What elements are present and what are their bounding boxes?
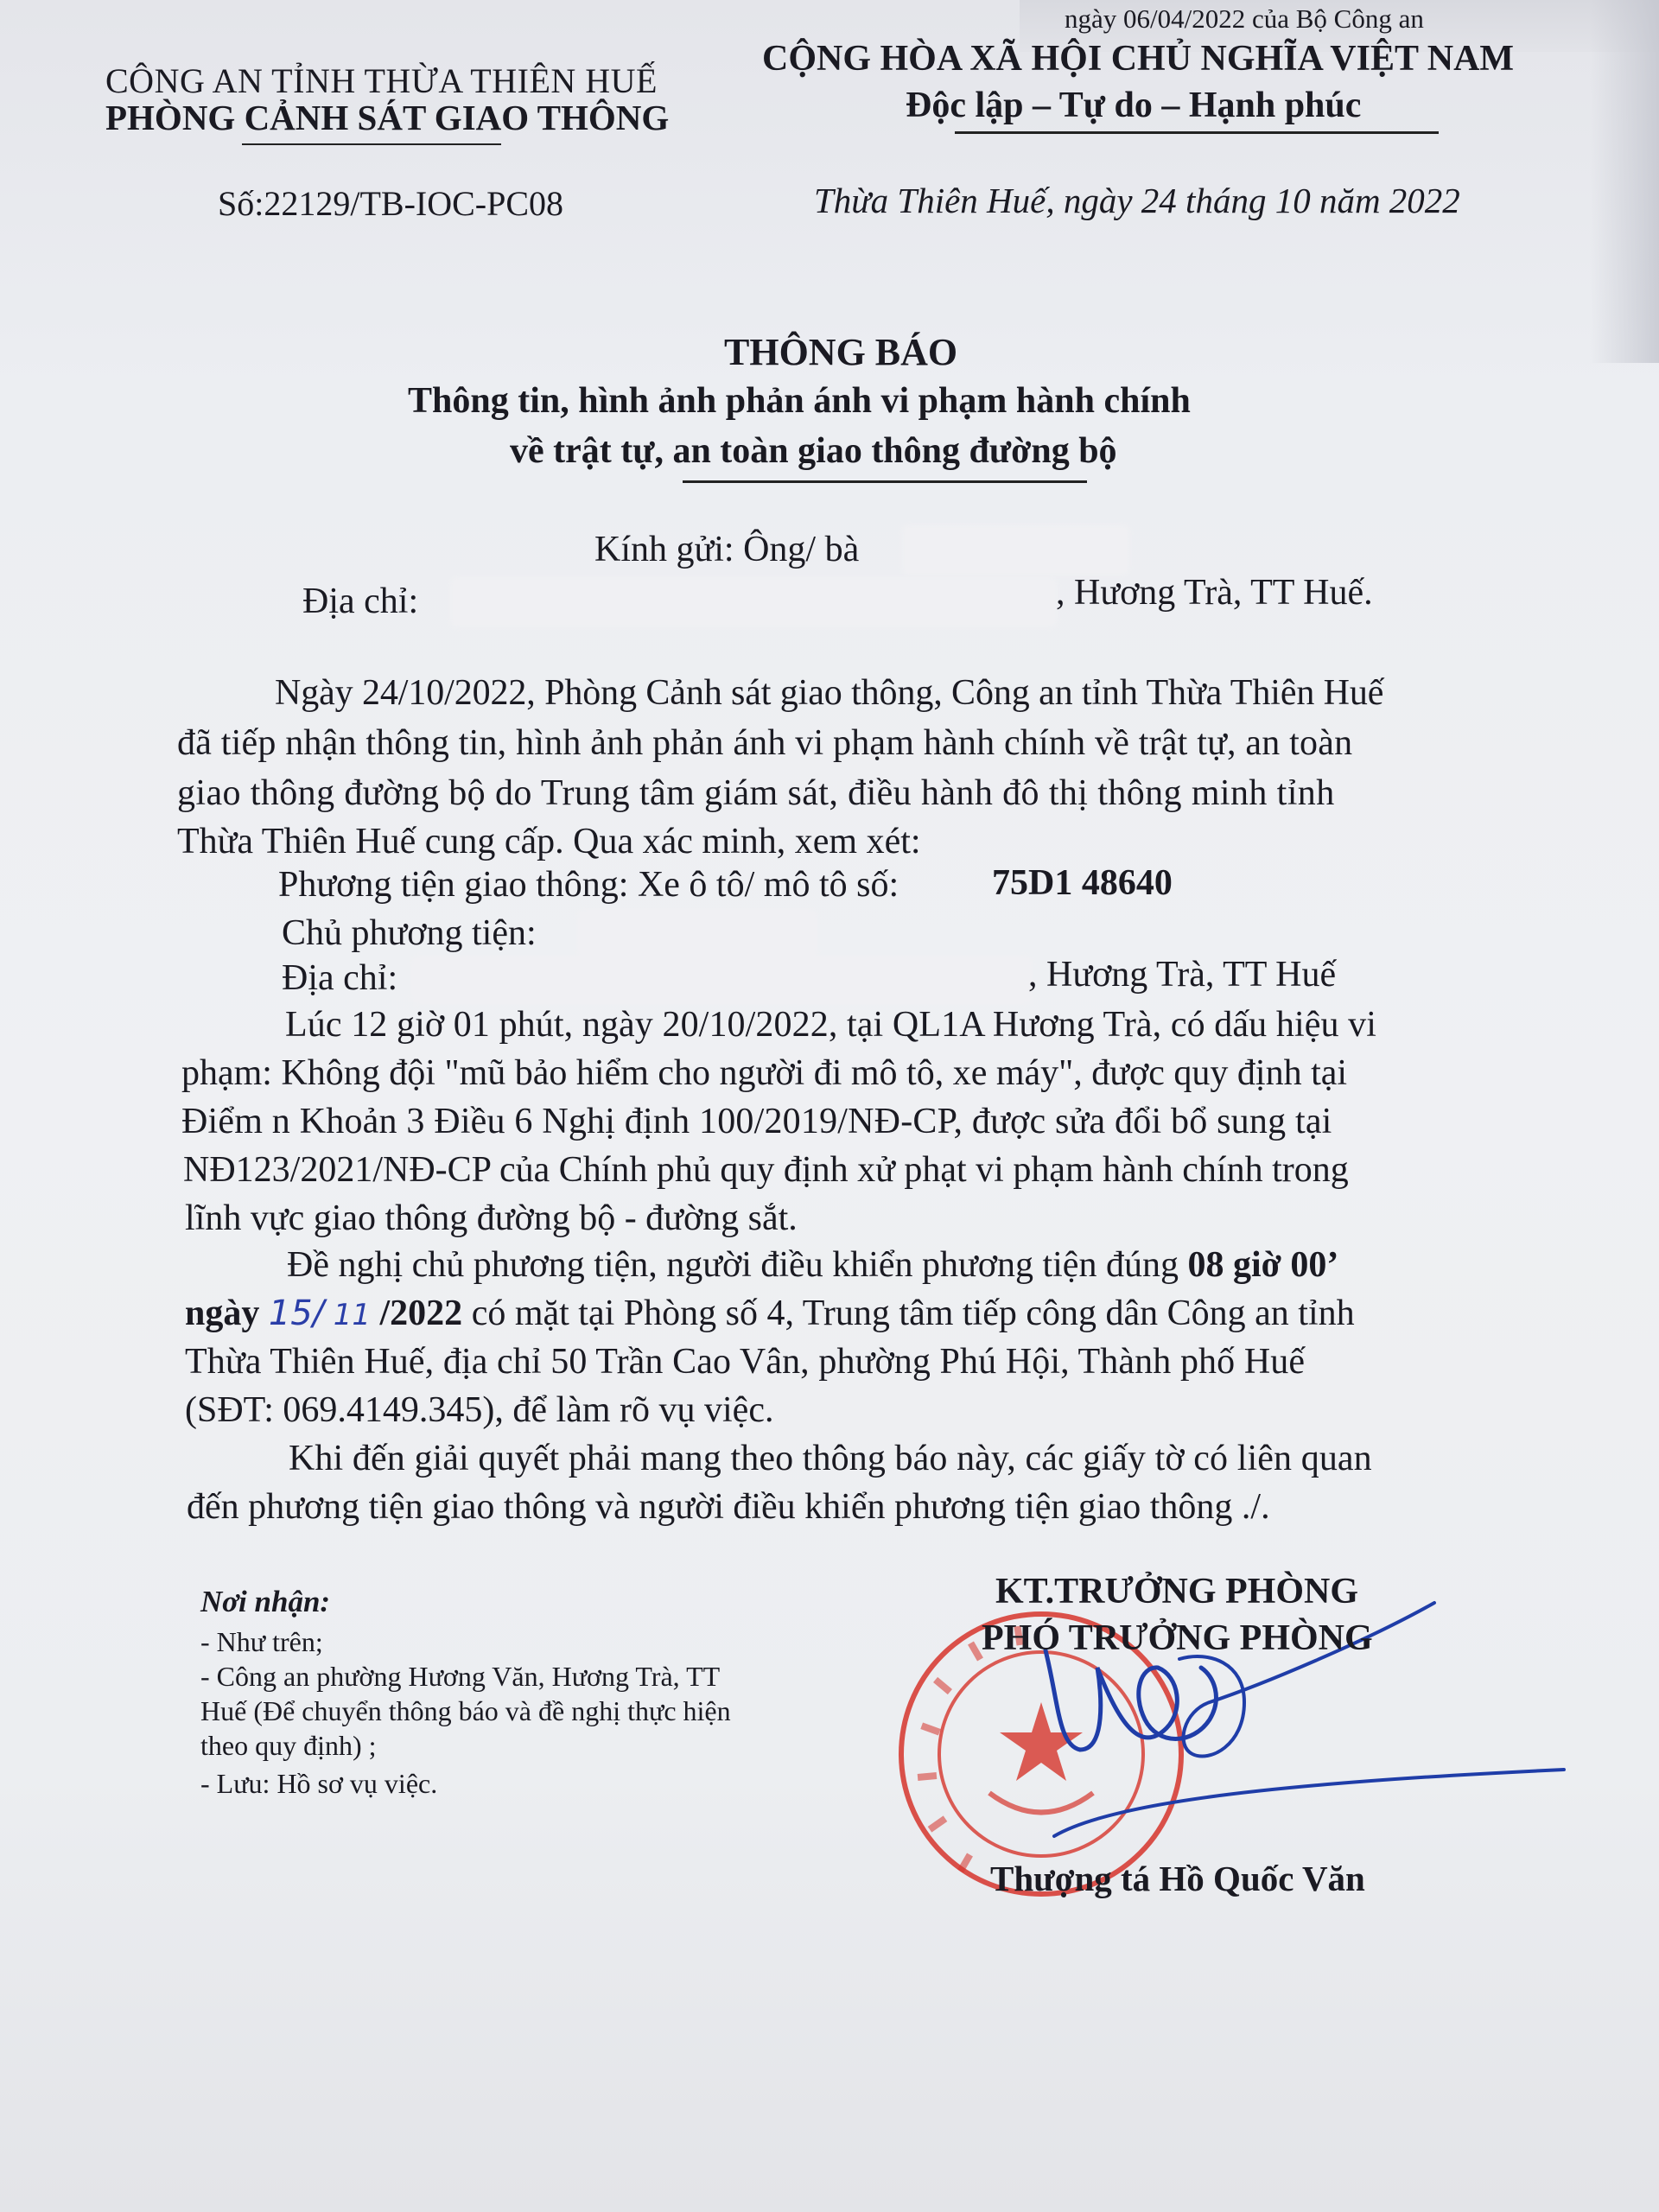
body-p2-line1: Lúc 12 giờ 01 phút, ngày 20/10/2022, tại QL1A Hương Trà, có dấu hiệu vi — [285, 1005, 1377, 1045]
body-p3-line3: Thừa Thiên Huế, địa chỉ 50 Trần Cao Vân, phường Phú Hội, Thành phố Huế — [185, 1342, 1306, 1382]
body-p1-line4: Thừa Thiên Huế cung cấp. Qua xác minh, xem xét: — [177, 822, 921, 861]
place-date: Thừa Thiên Huế, ngày 24 tháng 10 năm 2022 — [814, 181, 1460, 220]
redacted-owner-address — [415, 959, 1028, 1001]
body-p1-line3: giao thông đường bộ do Trung tâm giám sát, điều hành đô thị thông minh tỉnh — [177, 773, 1335, 813]
appointment-year: /2022 — [379, 1294, 463, 1333]
signature-title-line1: KT.TRƯỞNG PHÒNG — [995, 1572, 1358, 1611]
body-p1-line1: Ngày 24/10/2022, Phòng Cảnh sát giao thông, Công an tỉnh Thừa Thiên Huế — [275, 673, 1384, 713]
notice-subtitle-line2: về trật tự, an toàn giao thông đường bộ — [510, 431, 1117, 471]
recipient-greeting: Kính gửi: Ông/ bà — [594, 530, 860, 569]
recipient-address-tail: , Hương Trà, TT Huế. — [1056, 573, 1373, 613]
document-number: Số:22129/TB-IOC-PC08 — [218, 184, 564, 223]
redacted-recipient-name — [906, 529, 1126, 572]
recipients-item-3: Huế (Để chuyển thông báo và đề nghị thực hiện — [200, 1695, 731, 1726]
body-p3-line4: (SĐT: 069.4149.345), để làm rõ vụ việc. — [185, 1390, 774, 1430]
notice-title: THÔNG BÁO — [724, 331, 958, 373]
body-p4-line1: Khi đến giải quyết phải mang theo thông báo này, các giấy tờ có liên quan — [289, 1439, 1372, 1478]
body-p2-line4: NĐ123/2021/NĐ-CP của Chính phủ quy định xử phạt vi phạm hành chính trong — [183, 1150, 1349, 1190]
signer-name: Thượng tá Hồ Quốc Văn — [990, 1859, 1365, 1898]
agency-department: PHÒNG CẢNH SÁT GIAO THÔNG — [105, 98, 670, 137]
agency-name: CÔNG AN TỈNH THỪA THIÊN HUẾ — [105, 61, 658, 100]
national-motto: Độc lập – Tự do – Hạnh phúc — [906, 86, 1362, 125]
body-p3-line2: có mặt tại Phòng số 4, Trung tâm tiếp công dân Công an tỉnh — [471, 1294, 1355, 1333]
body-p2-line2: phạm: Không đội "mũ bảo hiểm cho người đi mô tô, xe máy", được quy định tại — [181, 1053, 1348, 1093]
recipients-heading: Nơi nhận: — [200, 1585, 331, 1618]
owner-label: Chủ phương tiện: — [282, 913, 537, 953]
vehicle-plate: 75D1 48640 — [992, 863, 1173, 903]
handwritten-month: 11 — [333, 1298, 372, 1332]
motto-underline — [955, 131, 1439, 134]
title-underline — [683, 480, 1087, 483]
body-p1-line2: đã tiếp nhận thông tin, hình ảnh phản ánh vi phạm hành chính về trật tự, an toàn — [177, 723, 1353, 763]
recipients-item-2: - Công an phường Hương Văn, Hương Trà, TT — [200, 1661, 721, 1692]
page-edge-shadow — [1590, 0, 1659, 363]
body-p2-line5: lĩnh vực giao thông đường bộ - đường sắt. — [185, 1198, 798, 1238]
redacted-recipient-address — [454, 581, 1054, 624]
redacted-owner-name — [581, 912, 814, 956]
appointment-day-label: ngày — [185, 1294, 260, 1333]
national-title: CỘNG HÒA XÃ HỘI CHỦ NGHĨA VIỆT NAM — [762, 39, 1515, 79]
body-p3-line1: Đề nghị chủ phương tiện, người điều khiển phương tiện đúng — [287, 1245, 1179, 1285]
notice-subtitle-line1: Thông tin, hình ảnh phản ánh vi phạm hành chính — [408, 381, 1191, 421]
vehicle-label: Phương tiện giao thông: Xe ô tô/ mô tô số: — [278, 865, 899, 905]
owner-address-label: Địa chỉ: — [282, 958, 398, 998]
handwritten-day: 15 — [268, 1294, 313, 1333]
signature-title-line2: PHÓ TRƯỞNG PHÒNG — [982, 1618, 1373, 1658]
agency-underline — [242, 143, 501, 145]
body-p4-line2: đến phương tiện giao thông và người điều khiển phương tiện giao thông ./. — [187, 1487, 1270, 1527]
appointment-time: 08 giờ 00’ — [1187, 1245, 1339, 1285]
recipients-item-1: - Như trên; — [200, 1626, 323, 1657]
owner-address-tail: , Hương Trà, TT Huế — [1028, 955, 1337, 995]
recipient-address-label: Địa chỉ: — [302, 582, 419, 621]
handwritten-separator: / — [312, 1294, 325, 1333]
body-p2-line3: Điểm n Khoản 3 Điều 6 Nghị định 100/2019/NĐ-CP, được sửa đổi bổ sung tại — [181, 1102, 1332, 1141]
top-note: ngày 06/04/2022 của Bộ Công an — [1065, 3, 1424, 34]
handwritten-signature — [881, 1573, 1590, 1849]
recipients-item-4: theo quy định) ; — [200, 1730, 377, 1761]
recipients-item-5: - Lưu: Hồ sơ vụ việc. — [200, 1768, 438, 1799]
